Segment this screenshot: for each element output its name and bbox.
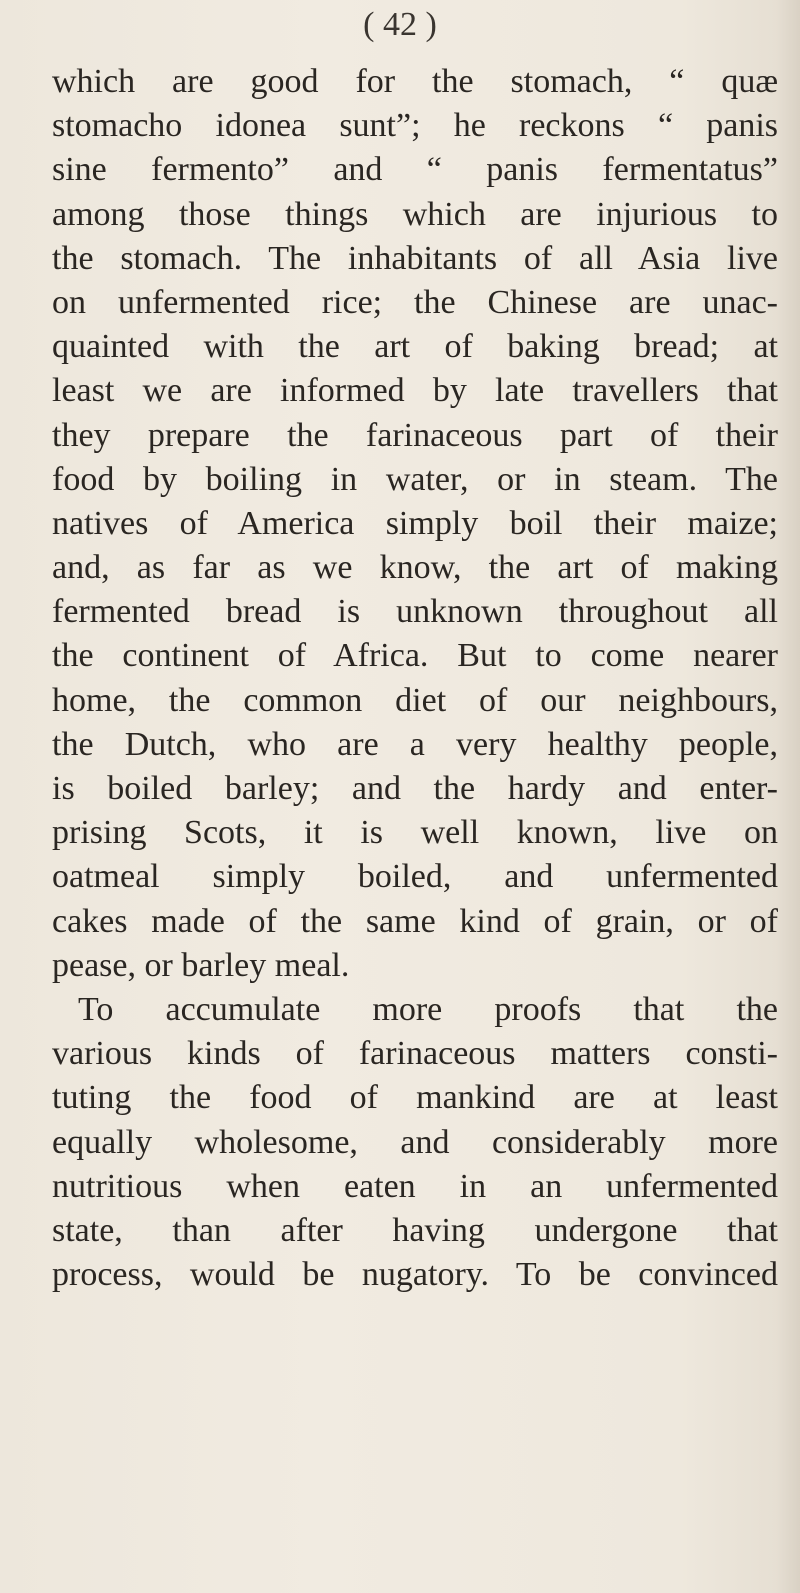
text-line: food by boiling in water, or in steam. The (52, 460, 778, 498)
text-line: tuting the food of mankind are at least (52, 1079, 778, 1117)
text-line: stomacho idonea sunt”; he reckons “ panis (52, 107, 778, 145)
text-line: which are good for the stomach, “ quæ (52, 63, 778, 100)
text-line: they prepare the farinaceous part of their (52, 416, 778, 454)
text-line: the continent of Africa. But to come nearer (52, 637, 778, 675)
text-line: state, than after having undergone that (52, 1211, 778, 1249)
text-line: home, the common diet of our neighbours, (52, 681, 778, 719)
text-line: fermented bread is unknown throughout all (52, 593, 778, 631)
text-line: the stomach. The inhabitants of all Asia live (52, 239, 778, 277)
text-line: quainted with the art of baking bread; at (52, 328, 778, 366)
text-line: is boiled barley; and the hardy and enter- (52, 770, 778, 807)
text-line: nutritious when eaten in an unfermented (52, 1167, 778, 1205)
text-line: pease, or barley meal. (52, 946, 350, 984)
text-line: sine fermento” and “ panis fermentatus” (52, 151, 778, 189)
body-text (52, 60, 778, 1297)
text-line: least we are informed by late travellers that (52, 372, 778, 410)
text-line: on unfermented rice; the Chinese are unac- (52, 283, 778, 321)
text-line: equally wholesome, and considerably more (52, 1123, 778, 1161)
text-line: various kinds of farinaceous matters consti- (52, 1035, 778, 1073)
text-line: natives of America simply boil their maize; (52, 504, 778, 542)
text-line: the Dutch, who are a very healthy people, (52, 725, 778, 763)
paragraph-start-line: To accumulate more proofs that the (78, 990, 778, 1028)
page-number: ( 42 ) (363, 6, 437, 43)
text-line: prising Scots, it is well known, live on (52, 814, 778, 852)
text-line: process, would be nugatory. To be convinced (52, 1256, 778, 1294)
text-line: among those things which are injurious to (52, 195, 778, 233)
text-line: and, as far as we know, the art of making (52, 549, 778, 587)
text-line: oatmeal simply boiled, and unfermented (52, 858, 778, 896)
text-line: cakes made of the same kind of grain, or of (52, 902, 778, 940)
